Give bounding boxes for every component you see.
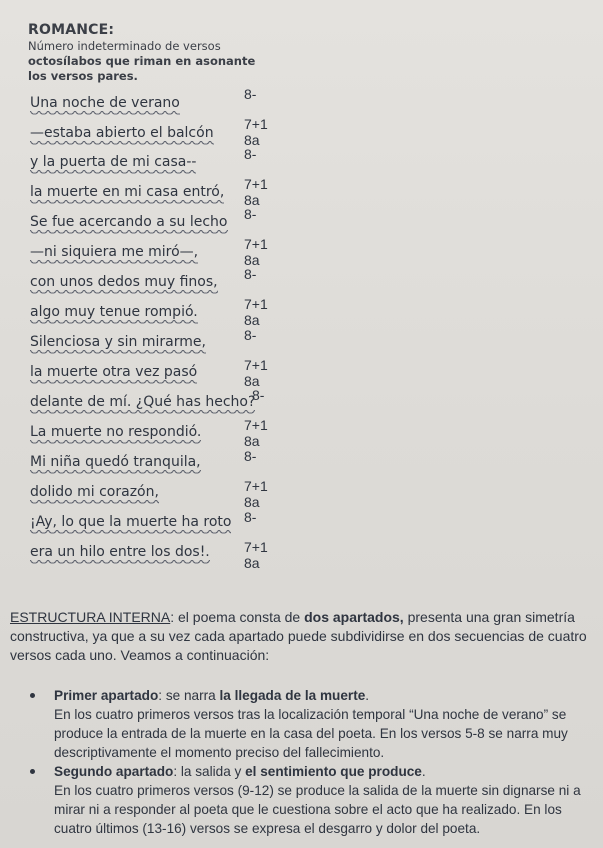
- verse-line: —estaba abierto el balcón: [30, 125, 214, 145]
- page-title: ROMANCE:: [28, 22, 115, 38]
- definition-line-2: octosílabos que riman en asonante: [28, 54, 256, 68]
- verse-line: ¡Ay, lo que la muerte ha roto: [30, 514, 231, 534]
- verse-line: y la puerta de mi casa--: [30, 154, 196, 174]
- verse-line: la muerte otra vez pasó: [30, 364, 197, 384]
- verse-line: Se fue acercando a su lecho: [30, 214, 228, 234]
- verse-metric: 8-: [244, 327, 257, 343]
- estructura-interna-paragraph: ESTRUCTURA INTERNA: el poema consta de dos apartados, presenta una gran simetría constructiva, ya que a su vez cada apartado puede subdividirse en dos secuencias de cuatro versos cada uno. Veamos a continuación:: [10, 609, 587, 663]
- verse-metric: 7+1 8a: [244, 116, 268, 148]
- verse-line: delante de mí. ¿Qué has hecho?: [30, 394, 255, 414]
- verse-metric: 7+1 8a: [244, 357, 268, 389]
- list-item: [30, 686, 590, 762]
- verse-metric: 7+1 8a: [244, 236, 268, 268]
- verse-metric: 8-: [244, 86, 257, 102]
- verse-line: dolido mi corazón,: [30, 484, 159, 504]
- verse-metric: 8-: [252, 387, 265, 403]
- verse-line: con unos dedos muy finos,: [30, 274, 218, 294]
- verse-line: la muerte en mi casa entró,: [30, 184, 224, 204]
- bullet-heading: Primer apartado: se narra la llegada de la muerte.: [54, 688, 370, 703]
- verse-metric: 8-: [244, 448, 257, 464]
- verse-line: Una noche de verano: [30, 95, 180, 115]
- verse-metric: 8-: [244, 146, 257, 162]
- verse-line: Silenciosa y sin mirarme,: [30, 334, 206, 354]
- header-block: [28, 22, 288, 84]
- section-heading: ESTRUCTURA INTERNA: [10, 609, 171, 625]
- verse-metric: 8-: [244, 206, 257, 222]
- verse-metric: 7+1 8a: [244, 176, 268, 208]
- verse-metric: 7+1 8a: [244, 417, 268, 449]
- list-item: [30, 762, 590, 838]
- definition-line-3: los versos pares.: [28, 69, 138, 83]
- verse-line: La muerte no respondió.: [30, 424, 201, 444]
- verse-metric: 7+1 8a: [244, 296, 268, 328]
- verse-metric: 8-: [244, 509, 257, 525]
- verse-metric: 7+1 8a: [244, 539, 268, 571]
- verse-metric: 7+1 8a: [244, 478, 268, 510]
- bullet-body: En los cuatro primeros versos tras la localización temporal “Una noche de verano” se produce la entrada de la muerte en la casa del poeta. En los versos 5-8 se narra muy descriptivamente el momento preciso del fallecimiento.: [54, 707, 568, 760]
- bullet-list: [30, 686, 590, 838]
- verse-metric: 8-: [244, 266, 257, 282]
- verse-line: era un hilo entre los dos!.: [30, 544, 210, 564]
- bullet-dot-icon: [30, 693, 35, 698]
- verse-line: Mi niña quedó tranquila,: [30, 454, 201, 474]
- bullet-dot-icon: [30, 769, 35, 774]
- definition-line-1: Número indeterminado de versos: [28, 39, 221, 53]
- verse-line: —ni siquiera me miró—,: [30, 244, 198, 264]
- verse-line: algo muy tenue rompió.: [30, 304, 198, 324]
- bullet-body: En los cuatro primeros versos (9-12) se produce la salida de la muerte sin dignarse ni a mirar ni a responder al poeta que le cuestiona sobre el acto que ha realizado. En los cuatro últimos (13-16) versos se expresa el desgarro y dolor del poeta.: [54, 783, 581, 836]
- bullet-heading: Segundo apartado: la salida y el sentimiento que produce.: [54, 764, 426, 779]
